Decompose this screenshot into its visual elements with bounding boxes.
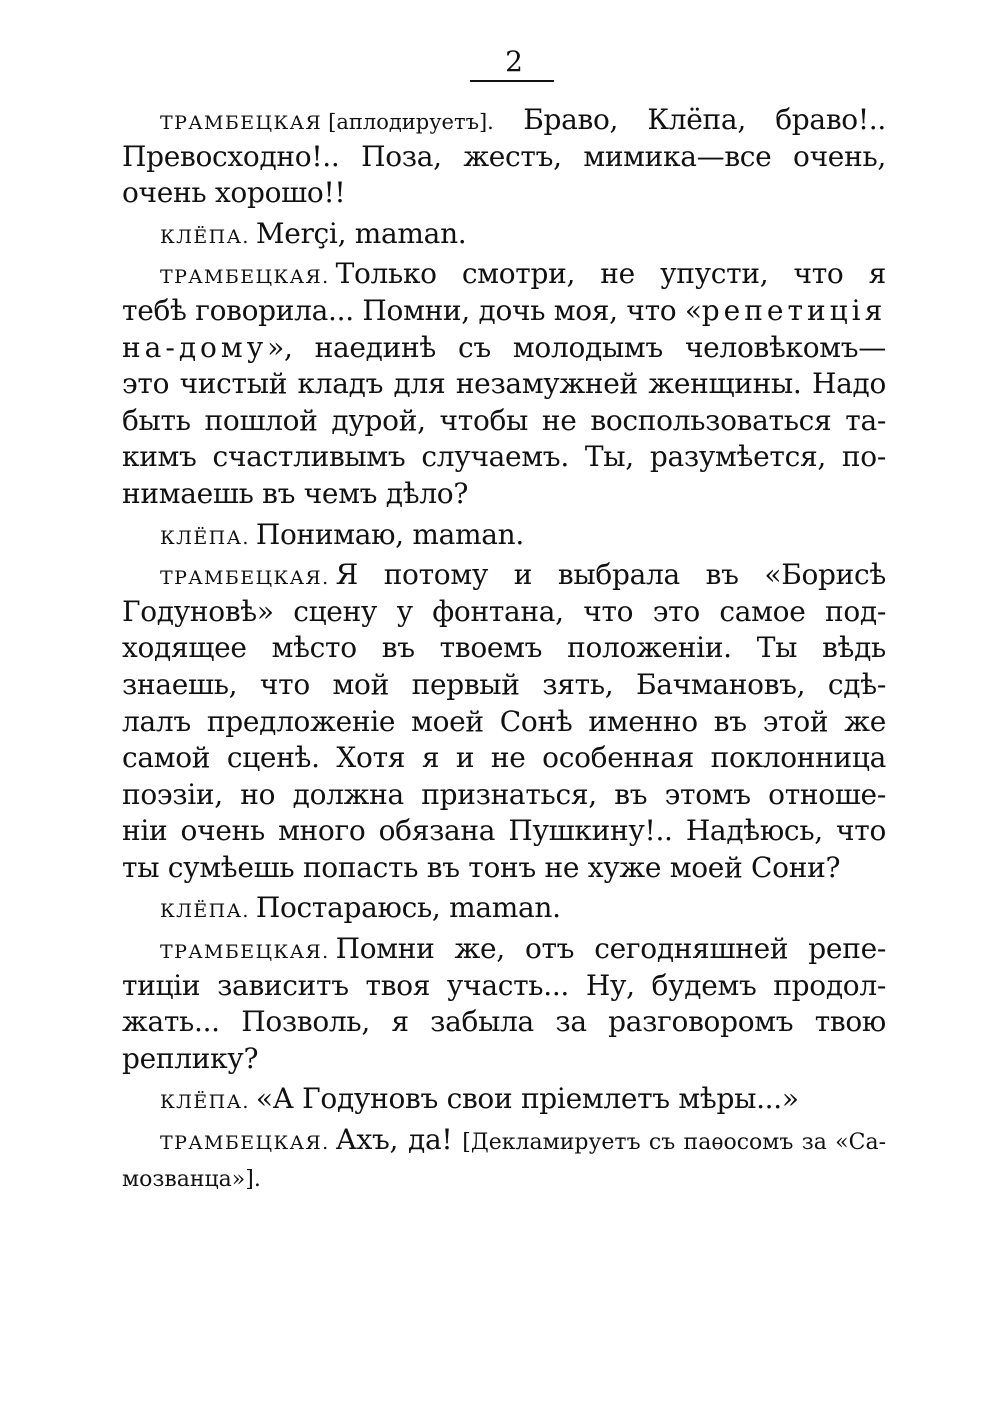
- dialogue-text: поэзіи, но должна признаться, въ этомъ отноше-: [122, 777, 886, 811]
- text-line: [122, 439, 886, 476]
- dialogue-text: Браво, Клёпа, браво!..: [523, 103, 886, 136]
- text-line: [122, 216, 886, 253]
- dialogue-text: Превосходно!.. Поза, жестъ, мимика—все очень,: [122, 139, 886, 173]
- text-line: [122, 667, 886, 704]
- text-line: [122, 256, 886, 293]
- text-line: [122, 704, 886, 741]
- text-line: [122, 1004, 886, 1041]
- page-number: 2: [505, 45, 523, 78]
- dialogue-text: ніи очень много обязана Пушкину!.. Надѣюсь, что: [122, 814, 886, 848]
- text-line: [122, 517, 886, 554]
- dialogue-text: жать... Позволь, я забыла за разговоромъ твою: [122, 1005, 886, 1039]
- text-line: [122, 139, 886, 176]
- speaker-name: ТРАМБЕЦКАЯ.: [160, 941, 330, 964]
- dialogue-text: тиціи зависитъ твоя участь... Ну, будемъ продол-: [122, 968, 886, 1002]
- dialogue-text: это чистый кладъ для незамужней женщины. Надо: [122, 367, 886, 401]
- text-line: [122, 330, 886, 367]
- dialogue-text: Помни же, отъ сегодняшней репе-: [335, 932, 886, 966]
- speaker-name: ТРАМБЕЦКАЯ.: [160, 1132, 330, 1155]
- dialogue-text: знаешь, что мой первый зять, Бачмановъ, сдѣ-: [122, 667, 886, 701]
- speaker-name: ТРАМБЕЦКАЯ.: [160, 266, 330, 289]
- text-line: [122, 630, 886, 667]
- text-line: [122, 175, 886, 212]
- dialogue-text: Годуновѣ» сцену у фонтана, что это самое под-: [122, 594, 886, 628]
- text-line: [122, 1159, 886, 1196]
- stage-direction: [аплодируетъ].: [328, 110, 494, 134]
- stage-direction: мозванца»].: [122, 1166, 261, 1192]
- dialogue-text: », наединѣ съ молодымъ человѣкомъ—: [267, 330, 886, 364]
- speaker-name: КЛЁПА.: [160, 900, 250, 923]
- text-line: [122, 968, 886, 1005]
- text-line: [122, 777, 886, 814]
- speaker-name: КЛЁПА.: [160, 1091, 250, 1114]
- emphasized-text: репетиція: [701, 293, 886, 327]
- dialogue-text: быть пошлой дурой, чтобы не воспользоваться та-: [122, 403, 886, 437]
- speaker-name: КЛЁПА.: [160, 526, 250, 549]
- dialogue-text: Я потому и выбрала въ «Борисѣ: [335, 558, 886, 592]
- dialogue-text: самой сценѣ. Хотя я и не особенная поклонница: [122, 741, 886, 775]
- dialogue-text: реплику?: [122, 1041, 259, 1075]
- speaker-name: ТРАМБЕЦКАЯ.: [160, 567, 330, 590]
- dialogue-text: нимаешь въ чемъ дѣло?: [122, 476, 469, 510]
- speaker-name: КЛЁПА.: [160, 225, 250, 248]
- text-line: [122, 594, 886, 631]
- dialogue-text: Постараюсь, maman.: [255, 891, 561, 925]
- dialogue-text: лалъ предложеніе моей Сонѣ именно въ этой же: [122, 704, 886, 738]
- text-line: [122, 557, 886, 594]
- text-line: [122, 403, 886, 440]
- speaker-name: ТРАМБЕЦКАЯ: [160, 112, 323, 134]
- text-line: [122, 293, 886, 330]
- dialogue-text: очень хорошо!!: [122, 176, 346, 210]
- dialogue-text: кимъ счастливымъ случаемъ. Ты, разумѣется, по-: [122, 440, 886, 474]
- text-line: [122, 931, 886, 968]
- text-line: [122, 813, 886, 850]
- dialogue-text: ходящее мѣсто въ твоемъ положеніи. Ты вѣдь: [122, 631, 886, 665]
- emphasized-text: на-дому: [122, 330, 268, 364]
- dialogue-text: тебѣ говорила... Помни, дочь моя, что «: [122, 293, 702, 327]
- text-line: [122, 1041, 886, 1078]
- text-line: [122, 366, 886, 403]
- play-text: [122, 102, 886, 1195]
- text-line: [122, 740, 886, 777]
- dialogue-text: ты сумѣешь попасть въ тонъ не хуже моей Сони?: [122, 850, 841, 884]
- page-number-rule: [470, 80, 554, 82]
- dialogue-text: Только смотри, не упусти, что я: [335, 257, 886, 291]
- dialogue-text: «А Годуновъ свои пріемлетъ мѣры...»: [255, 1082, 799, 1116]
- dialogue-text: Понимаю, maman.: [255, 517, 525, 551]
- text-line: [122, 1081, 886, 1118]
- dialogue-text: Merçi, maman.: [255, 216, 467, 250]
- text-line: [122, 476, 886, 513]
- dialogue-text: Ахъ, да!: [335, 1123, 453, 1157]
- text-line: [122, 850, 886, 887]
- stage-direction: [Декламируетъ съ паѳосомъ за «Са-: [462, 1130, 886, 1156]
- text-line: [122, 890, 886, 927]
- text-line: [122, 102, 886, 139]
- text-line: [122, 1122, 886, 1159]
